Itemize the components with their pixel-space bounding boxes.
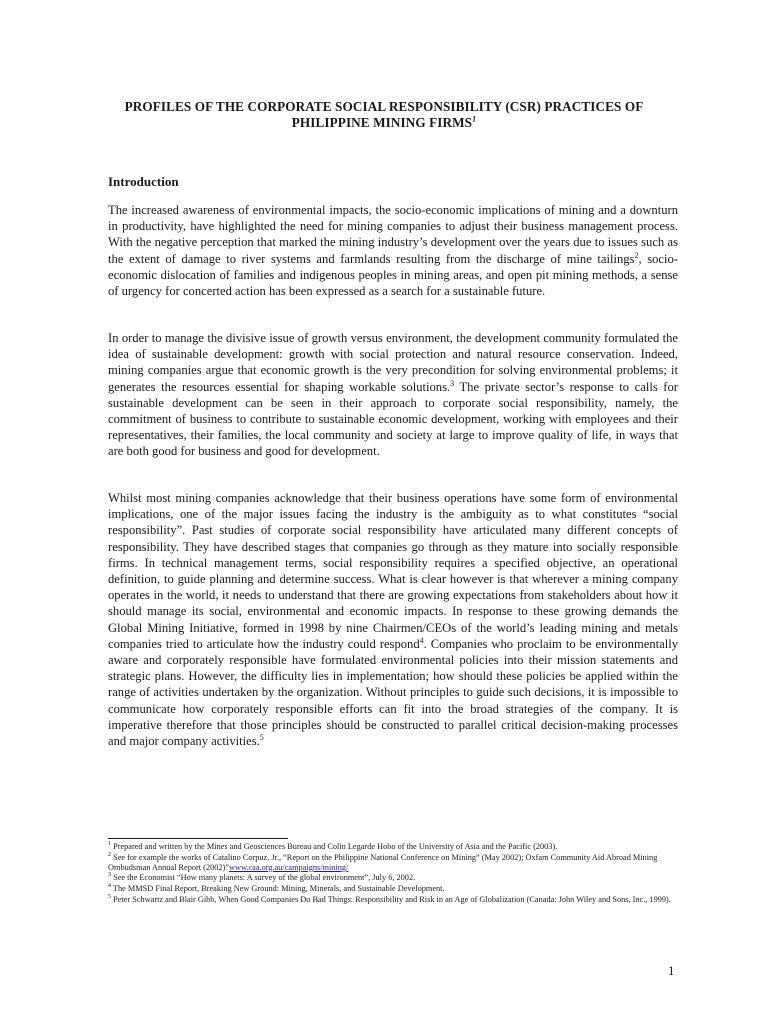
section-heading: Introduction — [108, 174, 179, 189]
page-number: 1 — [668, 963, 675, 978]
footnote-ref[interactable]: 2 — [634, 250, 639, 260]
footnote-2 — [108, 853, 678, 873]
footnote-text: Peter Schwartz and Blair Gibb, When Good Companies Do Bad Things: Responsibility and Risk in an Age of Globalization (Canada: John Wiley and Sons, Inc., 1999). — [113, 894, 671, 904]
paragraph-text: The private sector’s response to calls for sustainable development can be seen in their approach to corporate social responsibility, namely, the commitment of business to contribute to sustainable economic development, working with employees and their representatives, their families, the local community and society at large to improve quality of life, in ways that are both good for business and good for development. — [108, 379, 678, 459]
paragraph-3 — [108, 490, 678, 749]
footnote-4 — [108, 884, 678, 894]
footnotes — [108, 842, 678, 905]
footnote-ref[interactable]: 5 — [259, 732, 264, 742]
footnote-ref[interactable]: 3 — [450, 378, 455, 388]
footnote-text: The MMSD Final Report, Breaking New Ground: Mining, Minerals, and Sustainable Development. — [112, 883, 445, 893]
footnote-number: 4 — [108, 883, 111, 890]
paragraph-text: The increased awareness of environmental impacts, the socio-economic implications of mining and a downturn in productivity, have highlighted the need for mining companies to adjust their business management process. With the negative perception that marked the mining industry’s development over the years due to issues such as the extent of damage to river systems and farmlands resulting from the discharge of mine tailings — [108, 203, 678, 266]
paragraph-text: Whilst most mining companies acknowledge that their business operations have some form of environmental implications, one of the major issues facing the industry is the ambiguity as to what constitutes “social responsibility”. Past studies of corporate social responsibility have articulated many different concepts of responsibility. They have described stages that companies go through as they mature into socially responsible firms. In technical management terms, social responsibility requires a specified objective, an operational definition, to guide planning and determine success. What is clear however is that wherever a mining company operates in the world, it needs to understand that there are growing expectations from stakeholders about how it should manage its social, environmental and economic impacts. In response to these growing demands the Global Mining Initiative, formed in 1998 by nine Chairmen/CEOs of the world’s leading mining and metals companies tried to articulate how the industry could respond — [108, 491, 678, 651]
footnote-1 — [108, 842, 678, 852]
footnote-3 — [108, 873, 678, 883]
footnote-number: 5 — [108, 893, 111, 900]
footnote-5 — [108, 895, 678, 905]
footnote-number: 1 — [108, 841, 111, 848]
paragraph-1 — [108, 202, 678, 299]
title-footnote-ref[interactable]: 1 — [472, 114, 477, 124]
title-line-2: PHILIPPINE MINING FIRMS — [291, 115, 473, 130]
footnote-link[interactable]: www.caa.org.au/campaigns/mining/ — [228, 862, 349, 872]
footnote-text: See the Economist “How many planets: A survey of the global environment”, July 6, 2002. — [113, 873, 416, 883]
footnote-text: See for example the works of Catalino Corpuz, Jr., “Report on the Philippine National Conference on Mining” (May 2002); Oxfam Community Aid Abroad Mining Ombudsman Annual Report (2002)” — [108, 852, 658, 872]
footnote-number: 2 — [108, 851, 111, 858]
footnote-number: 3 — [108, 872, 111, 879]
paragraph-text: . Companies who proclaim to be environmentally aware and corporately responsible have formulated environmental policies into their mission statements and strategic plans. However, the difficulty lies in implementation; how should these policies be applied within the range of activities undertaken by the organization. Without principles to guide such decisions, it is impossible to communicate how corporately responsible efforts can fit into the broad strategies of the company. It is imperative therefore that those principles should be constructed to parallel critical decision-making processes and major company activities. — [108, 636, 679, 749]
document-title — [100, 99, 668, 131]
footnote-separator — [108, 838, 288, 839]
footnote-text: Prepared and written by the Mines and Geosciences Bureau and Colin Legarde Hobo of the University of Asia and the Pacific (2003). — [113, 842, 558, 851]
paragraph-text: In order to manage the divisive issue of growth versus environment, the development community formulated the idea of sustainable development: growth with social protection and natural resource conservation. Indeed, mining companies argue that economic growth is the very precondition for solving environmental problems; it generates the resources essential for shaping workable solutions. — [108, 331, 678, 394]
paragraph-2 — [108, 330, 678, 460]
title-line-1: PROFILES OF THE CORPORATE SOCIAL RESPONSIBILITY (CSR) PRACTICES OF — [124, 99, 644, 114]
footnote-ref[interactable]: 4 — [419, 635, 424, 645]
paragraph-text: , socio-economic dislocation of families and indigenous peoples in mining areas, and open pit mining methods, a sense of urgency for concerted action has been expressed as a search for a sustainable future. — [108, 251, 678, 299]
